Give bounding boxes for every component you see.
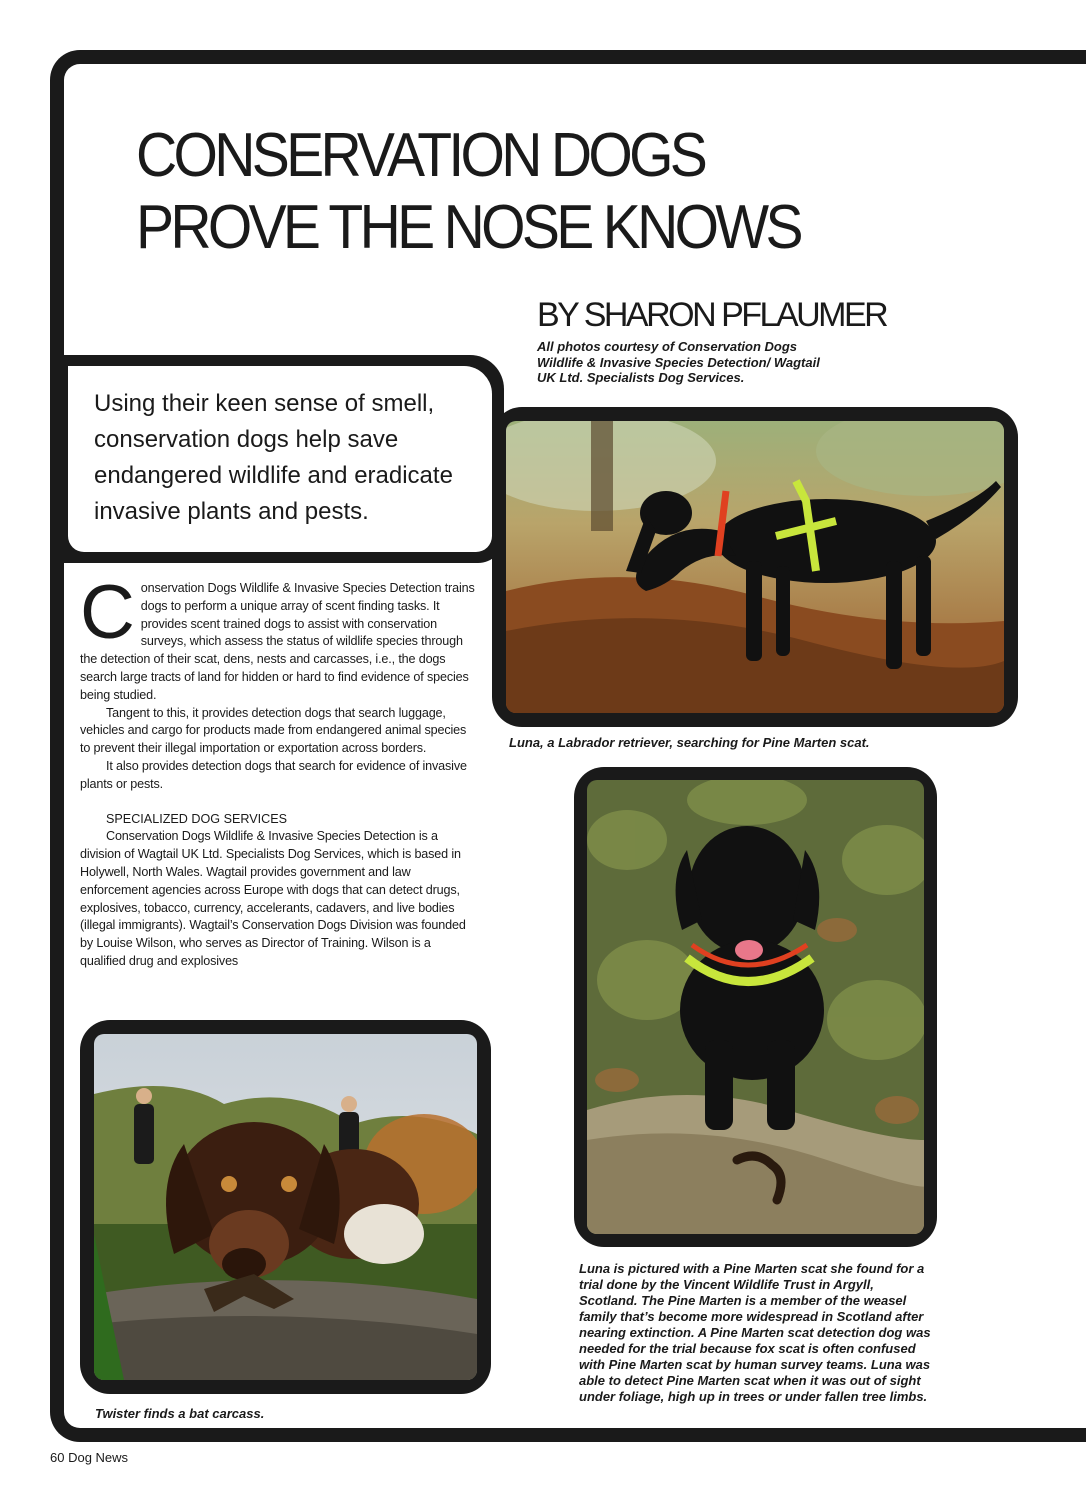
headline <box>136 120 800 264</box>
pull-quote-box <box>58 355 504 563</box>
paragraph-3: It also provides detection dogs that search for evidence of invasive plants or pests. <box>80 758 467 791</box>
section-subhead: SPECIALIZED DOG SERVICES <box>106 811 288 826</box>
byline: BY SHARON PFLAUMER <box>537 296 887 334</box>
headline-line-2: PROVE THE NOSE KNOWS <box>136 193 800 262</box>
photo-frame-luna-scat <box>574 767 937 1247</box>
pull-quote: Using their keen sense of smell, conservation dogs help save endangered wildlife and eradicate invasive plants and pests. <box>94 390 453 525</box>
pull-quote-inner <box>68 366 492 552</box>
photo-frame-twister <box>80 1020 491 1394</box>
article-body <box>80 570 478 971</box>
page-folio: 60 Dog News <box>50 1450 129 1465</box>
photo-luna-scat <box>587 780 924 1234</box>
photo-luna-searching <box>506 421 1004 713</box>
photo-twister <box>94 1034 477 1380</box>
paragraph-gap <box>80 794 478 811</box>
photo-frame-luna-searching <box>492 407 1018 727</box>
paragraph-intro <box>80 570 478 705</box>
photo-credit: All photos courtesy of Conservation Dogs Wildlife & Invasive Species Detection/ Wagtail UK Ltd. Specialists Dog Services. <box>537 339 820 385</box>
caption-luna-scat: Luna is pictured with a Pine Marten scat she found for a trial done by the Vincent Wildlife Trust in Argyll, Scotland. The Pine Marten is a member of the weasel family that’s become more widespread in Scotland after nearing extinction. A Pine Marten scat detection dog was needed for the trial because fox scat is often confused with Pine Marten scat by human survey teams. Luna was able to detect Pine Marten scat when it was out of sight under foliage, high up in trees or under fallen tree limbs. <box>579 1261 931 1404</box>
caption-twister: Twister finds a bat carcass. <box>95 1406 265 1421</box>
paragraph-2: Tangent to this, it provides detection dogs that search luggage, vehicles and cargo for products made from endangered animal species to prevent their illegal importation or exportation across borders. <box>80 705 467 756</box>
caption-luna-searching: Luna, a Labrador retriever, searching for Pine Marten scat. <box>509 735 870 750</box>
paragraph-4: Conservation Dogs Wildlife & Invasive Species Detection is a division of Wagtail UK Ltd. Specialists Dog Services, which is based in Holywell, North Wales. Wagtail provides government and law enforcement agencies across Europe with dogs that can detect drugs, explosives, tobacco, currency, accelerants, cadavers, and live bodies (illegal immigrants). Wagtail’s Conservation Dogs Division was founded by Louise Wilson, who serves as Director of Training. Wilson is a qualified drug and explosives <box>80 829 466 968</box>
headline-line-1: CONSERVATION DOGS <box>136 121 705 190</box>
paragraph-1-text: onservation Dogs Wildlife & Invasive Species Detection trains dogs to perform a unique array of scent finding tasks. It provides scent trained dogs to assist with conservation surveys, which assess the status of wildlife species through the detection of their scat, dens, nests and carcasses, i.e., the dogs search large tracts of land for hidden or hard to find evidence of species being studied. <box>80 581 475 702</box>
drop-cap: C <box>80 570 135 655</box>
